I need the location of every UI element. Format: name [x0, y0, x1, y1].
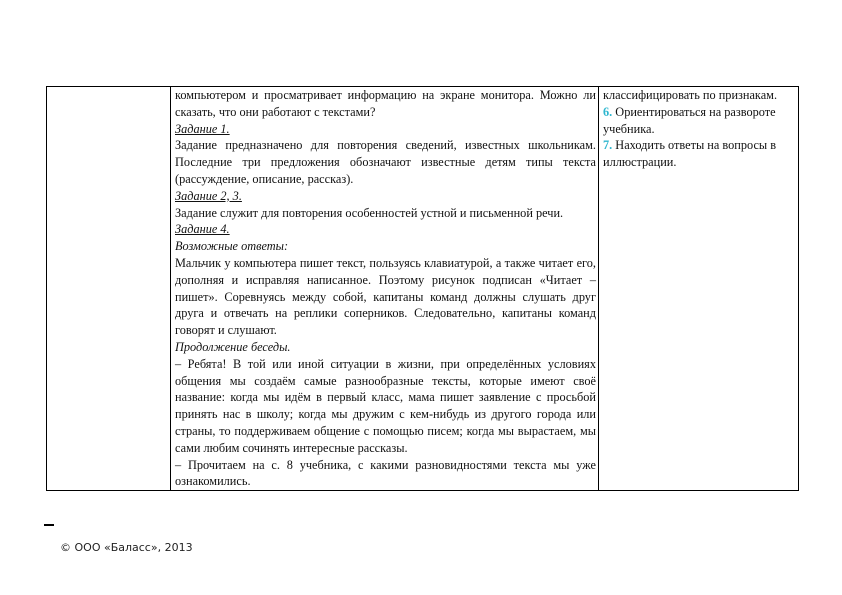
task-heading: Задание 1. — [175, 121, 230, 136]
italic-subheading: Возможные ответы: — [175, 239, 289, 254]
table-row — [47, 87, 799, 491]
paragraph: Мальчик у компьютера пишет текст, пользуясь клавиатурой, а также читает его, дополняя и исправляя написанное. Поэтому рисунок подписан «Читает – пишет». Соревнуясь между собой, капитаны команд должны слушать друг друга и отвечать на реплики соперников. Следовательно, капитаны команд говорят и слушают. — [175, 255, 596, 338]
skill-text: Ориентироваться на развороте учебника. — [603, 104, 776, 136]
skill-item — [603, 137, 796, 171]
paragraph: Задание служит для повторения особенностей устной и письменной речи. — [175, 205, 564, 220]
skills-cell — [599, 87, 799, 491]
skill-text: Находить ответы на вопросы в иллюстрации. — [603, 138, 777, 170]
skill-item — [603, 87, 796, 104]
paragraph: – Прочитаем на с. 8 учебника, с какими разновидностями текста мы уже ознакомились. — [175, 457, 596, 489]
task-heading: Задание 2, 3. — [175, 188, 242, 203]
lesson-table — [46, 86, 799, 491]
left-column-cell — [47, 87, 171, 491]
skill-number: 6. — [603, 104, 613, 119]
corner-mark — [44, 524, 54, 526]
skill-text: классифицировать по признакам. — [603, 88, 778, 102]
paragraph: Задание предназначено для повторения сведений, известных школьникам. Последние три предложения обозначают известные детям типы текста (рассуждение, описание, рассказ). — [175, 138, 596, 186]
paragraph: компьютером и просматривает информацию на экране монитора. Можно ли сказать, что они работают с текстами? — [175, 88, 596, 119]
copyright-footer: © ООО «Баласс», 2013 — [60, 541, 193, 554]
task-heading: Задание 4. — [175, 222, 230, 237]
skill-item — [603, 104, 796, 138]
paragraph: – Ребята! В той или иной ситуации в жизни, при определённых условиях общения мы создаём самые разнообразные тексты, которые имеют своё название: когда мы идём в первый класс, мама пишет заявление с просьбой принять нас в школу; когда мы дружим с кем-нибудь из другого города или страны, то поддерживаем общение с помощью писем; когда мы вырастаем, мы сами любим сочинять интересные рассказы. — [175, 356, 596, 455]
italic-subheading: Продолжение беседы. — [175, 339, 291, 354]
skill-number: 7. — [603, 138, 613, 153]
commentary-cell — [171, 87, 599, 491]
